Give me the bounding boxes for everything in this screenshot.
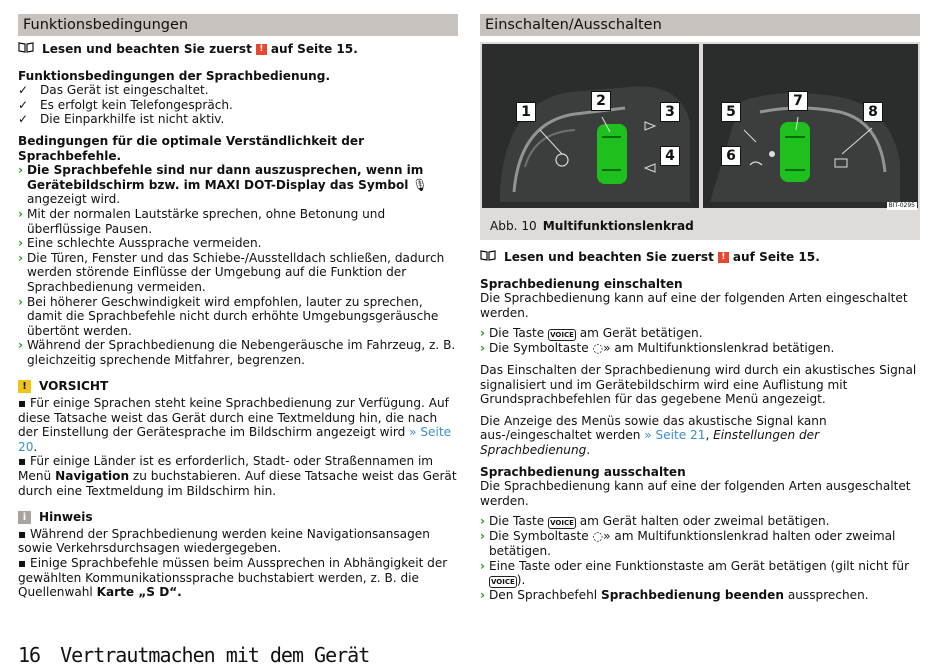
optimal-heading: Bedingungen für die optimale Verständlichkeit der Sprachbefehle.	[18, 133, 365, 163]
list-item: › Eine schlechte Aussprache vermeiden.	[18, 236, 262, 251]
list-item: › Die Taste VOICE am Gerät betätigen.	[480, 326, 703, 341]
conditions-heading: Funktionsbedingungen der Sprachbedienung.	[18, 68, 331, 83]
hint-item: ▪ Während der Sprachbedienung werden keine Navigationsansagen sowie Verkehrsdurchsagen wiedergegeben.	[18, 526, 430, 556]
callout-label: 8	[863, 102, 883, 122]
arrow-icon: ›	[480, 588, 485, 603]
list-item: ✓ Es erfolgt kein Telefongespräch.	[18, 97, 233, 112]
page-number: 16	[18, 643, 41, 665]
section-title: Funktionsbedingungen	[18, 14, 458, 36]
reference-pre: Lesen und beachten Sie zuerst	[42, 42, 252, 56]
voice-key-icon: VOICE	[491, 578, 515, 587]
figure-caption: Abb. 10 Multifunktionslenkrad	[490, 219, 694, 234]
section-title: Einschalten/Ausschalten	[480, 14, 920, 36]
list-item: › Eine Taste oder eine Funktionstaste am Gerät betätigen (gilt nicht für VOICE ).	[480, 558, 910, 588]
arrow-icon: ›	[480, 558, 485, 573]
callout-label: 1	[516, 102, 536, 122]
list-item: › Bei höherer Geschwindigkeit wird empfohlen, lauter zu sprechen, damit die Sprachbefehle nicht durch erhöhte Umgebungsgeräusche übertönt werden.	[18, 294, 439, 338]
list-item: › Mit der normalen Lautstärke sprechen, ohne Betonung und überflüssige Pausen.	[18, 206, 386, 236]
arrow-icon: ›	[18, 163, 23, 178]
off-heading: Sprachbedienung ausschalten	[480, 464, 686, 479]
arrow-icon: ›	[18, 236, 23, 251]
caution-icon: !	[18, 380, 31, 393]
check-icon: ✓	[18, 97, 29, 112]
arrow-icon: ›	[18, 250, 23, 265]
hint-heading: i Hinweis	[18, 510, 458, 525]
right-column	[480, 14, 920, 603]
callout-label: 2	[591, 91, 611, 111]
page-footer	[18, 645, 369, 665]
voice-symbol-icon: ◌»	[592, 529, 611, 544]
list-item: ✓ Das Gerät ist eingeschaltet.	[18, 83, 209, 98]
page-link[interactable]: » Seite 21	[644, 428, 706, 443]
arrow-icon: ›	[480, 326, 485, 341]
arrow-icon: ›	[18, 294, 23, 309]
voice-key-icon: VOICE	[550, 519, 574, 528]
footer-title: Vertrautmachen mit dem Gerät	[60, 643, 370, 665]
list-item: › Während der Sprachbedienung die Nebengeräusche im Fahrzeug, z. B. gleichzeitig sprechende Mitfahrer, begrenzen.	[18, 338, 456, 367]
steering-wheel-illustration	[480, 42, 920, 210]
hint-item: ▪ Einige Sprachbefehle müssen beim Aussprechen in Abhängigkeit der gewählten Kommunikationssprache buchstabiert werden, z. B. die Quellenwahl Karte „S D“.	[18, 556, 448, 600]
list-item: › Den Sprachbefehl Sprachbedienung beenden aussprechen.	[480, 588, 869, 603]
off-intro: Die Sprachbedienung kann auf eine der folgenden Arten ausgeschaltet werden.	[480, 479, 911, 508]
list-item: › Die Symboltaste ◌» am Multifunktionslenkrad halten oder zweimal betätigen.	[480, 529, 896, 558]
reference-post: auf Seite 15.	[270, 42, 358, 56]
warning-icon: !	[718, 252, 729, 263]
callout-label: 3	[660, 102, 680, 122]
reference-line	[18, 42, 458, 57]
left-column	[18, 14, 458, 600]
warning-icon: !	[256, 44, 267, 55]
callout-label: 7	[788, 91, 808, 111]
list-item: › Die Türen, Fenster und das Schiebe-/Ausstelldach schließen, dadurch werden störende Einflüsse der Umgebung auf die Funktion der Sprachbedienung vermeiden.	[18, 250, 445, 294]
voice-key-icon: VOICE	[550, 331, 574, 340]
callout-label: 6	[721, 146, 741, 166]
page-link[interactable]: » Seite 20	[18, 425, 452, 454]
info-icon: i	[18, 511, 31, 524]
on-heading: Sprachbedienung einschalten	[480, 276, 683, 291]
caution-item: ▪ Für einige Länder ist es erforderlich, Stadt- oder Straßennamen im Menü Navigation zu buchstabieren. Auf diese Tatsache weist das Gerät durch eine Textmeldung im Bildschirm hin.	[18, 454, 457, 498]
callout-label: 5	[721, 102, 741, 122]
arrow-icon: ›	[18, 338, 23, 353]
list-item: › Die Taste VOICE am Gerät halten oder zweimal betätigen.	[480, 514, 830, 529]
book-icon	[480, 250, 496, 265]
caution-item: ▪ Für einige Sprachen steht keine Sprachbedienung zur Verfügung. Auf diese Tatsache weist das Gerät durch eine Textmeldung hin, die nach der Einstellung der Gerätesprache im Bildschirm angezeigt wird » Seite 20.	[18, 396, 452, 454]
arrow-icon: ›	[480, 514, 485, 529]
book-icon	[18, 42, 34, 57]
list-item: ✓ Die Einparkhilfe ist nicht aktiv.	[18, 112, 225, 127]
callout-label: 4	[660, 146, 680, 166]
paragraph: Die Anzeige des Menüs sowie das akustische Signal kann aus-/eingeschaltet werden » Seite 21, Einstellungen der Sprachbedienung.	[480, 413, 827, 457]
figure-code: BIT-0295	[888, 202, 915, 209]
check-icon: ✓	[18, 83, 29, 98]
caution-heading: ! VORSICHT	[18, 379, 458, 394]
reference-line: Lesen und beachten Sie zuerst ! auf Seite 15.	[480, 250, 920, 265]
on-intro: Die Sprachbedienung kann auf eine der folgenden Arten eingeschaltet werden.	[480, 291, 908, 320]
check-icon: ✓	[18, 112, 29, 127]
arrow-icon: ›	[18, 206, 23, 221]
list-item: › Die Symboltaste ◌» am Multifunktionslenkrad betätigen.	[480, 341, 835, 356]
voice-symbol-icon: ◌»	[592, 341, 611, 356]
arrow-icon: ›	[480, 529, 485, 544]
list-item: › Die Sprachbefehle sind nur dann auszusprechen, wenn im Gerätebildschirm bzw. im MAXI DOT-Display das Symbol 🎙 angezeigt wird.	[18, 163, 428, 207]
microphone-icon: 🎙	[412, 177, 428, 192]
figure	[480, 42, 920, 240]
paragraph: Das Einschalten der Sprachbedienung wird durch ein akustisches Signal signalisiert und im Gerätebildschirm wird eine Auflistung mit Grundsprachbefehlen für das gegebene Menü angezeigt.	[480, 362, 917, 407]
arrow-icon: ›	[480, 341, 485, 356]
